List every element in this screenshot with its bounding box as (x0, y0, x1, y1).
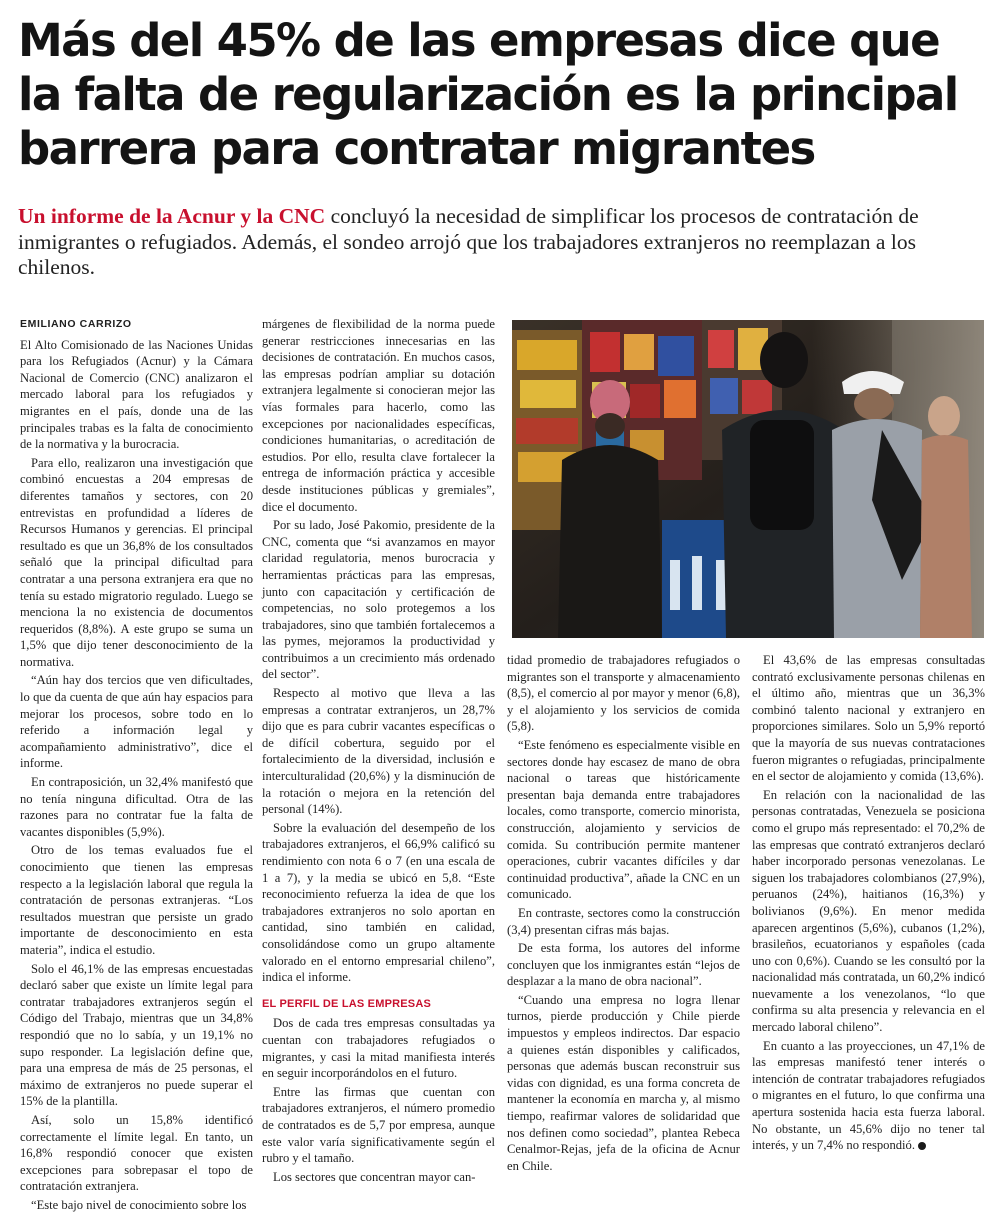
lead-highlight: Un informe de la Acnur y la CNC (18, 204, 326, 228)
paragraph: “Este bajo nivel de conocimiento sobre los (31, 1197, 247, 1212)
paragraph (752, 1038, 985, 1154)
paragraph: Entre las firmas que cuentan con trabajadores extranjeros, el número promedio de contratados es de 5,7 por empresa, aunque este valor varía significativamente según el rubro y el tamaño. (262, 1084, 495, 1166)
end-of-article-icon (918, 1142, 926, 1150)
paragraph-text: En cuanto a las proyecciones, un 47,1% de las empresas manifestó tener interés o intención de contratar trabajadores refugiados o migrantes en el futuro, lo que confirma una apertura sostenida hacia esta fuerza laboral. No obstante, un 45,6% dijo no tener tal interés, y un 7,4% no respondió. (752, 1038, 985, 1153)
paragraph: Sobre la evaluación del desempeño de los trabajadores extranjeros, el 66,9% calificó su rendimiento con nota 6 o 7 (en una escala de 1 a 7), y la media se ubicó en 5,8. “Este reconocimiento refuerza la idea de que los trabajadores extranjeros no solo aportan en cantidad, sino también en calidad, consolidándose como un grupo altamente valorado en el entorno empresarial chileno”, indica el informe. (262, 820, 495, 985)
byline: EMILIANO CARRIZO (20, 318, 132, 330)
article-column-2 (262, 316, 495, 1184)
paragraph: En relación con la nacionalidad de las personas contratadas, Venezuela se posiciona como el grupo más representado: el 70,2% de las empresas que contrató extranjeros declaró haber incorporado personas venezolanas. Le siguen los trabajadores colombianos (27,9%), peruanos (24%), haitianos (16,3%) y bolivianos (9,6%). En menor medida aparecen argentinos (5,6%), cubanos (1,2%), brasileños, ecuatorianos y españoles (cada uno con 0,6%). Cuando se les consultó por la nacionalidad más contratada, un 60,2% indicó nuevamente a los venezolanos, “lo que confirma su alta presencia y relevancia en el mercado laboral chileno”. (752, 787, 985, 1035)
paragraph: Otro de los temas evaluados fue el conocimiento que tienen las empresas respecto a la legislación laboral que regula la contratación de personas extranjeras. “Los resultados muestran que persiste un grado importante de desconocimiento en esta materia”, indica el estudio. (20, 843, 253, 957)
article-column-4 (752, 652, 985, 1164)
paragraph: “Aún hay dos tercios que ven dificultades, lo que da cuenta de que aún hay espacios para mejorar los procesos, sobre todo en lo referido a información legal y acompañamiento administrativo”, dice el informe. (20, 673, 253, 771)
paragraph: Solo el 46,1% de las empresas encuestadas declaró saber que existe un límite legal para contratar trabajadores extranjeros según el Código del Trabajo, mientras que un 34,8% respondió que no lo sabía, y un 19,1% no supo responder. La legislación define que, para una empresa de más de 25 personas, el máximo de extranjeros no puede superar el 15% de la plantilla. (20, 961, 253, 1109)
article-photo (512, 320, 984, 638)
lead-paragraph (18, 204, 983, 281)
paragraph: En contraste, sectores como la construcción (3,4) presentan cifras más bajas. (507, 905, 740, 937)
paragraph: Así, solo un 15,8% identificó correctamente el límite legal. En tanto, un 16,8% respondió conocer que existen excepciones para sobrepasar el topo de contratación extranjera. (20, 1112, 253, 1194)
paragraph: Dos de cada tres empresas consultadas ya cuentan con trabajadores refugiados o migrantes, y casi la mitad manifiesta interés en seguir incorporándolos en el futuro. (262, 1016, 495, 1081)
paragraph: Por su lado, José Pakomio, presidente de la CNC, comenta que “si avanzamos en mayor claridad regulatoria, menos burocracia y herramientas prácticas para las empresas, junto con capacitación y certificación de competencias, no solo protegemos a los trabajadores, sino que también fortalecemos a las pymes, mejoramos la productividad y contribuimos a un crecimiento más ordenado del sector”. (262, 518, 495, 682)
article-column-1 (20, 316, 253, 1212)
lead-text: concluyó la necesidad de simplificar los procesos de contratación de inmigrantes o refugiados. Además, el sondeo arrojó que los trabajadores extranjeros no reemplazan a los chilenos. (18, 204, 919, 279)
headline: Más del 45% de las empresas dice que la falta de regularización es la principal barrera para contratar migrantes (18, 14, 958, 175)
article-column-3 (507, 652, 740, 1173)
paragraph: “Cuando una empresa no logra llenar turnos, pierde producción y Chile pierde impuestos y empleos indirectos. Dar espacio a quienes están disponibles y calificados, personas que además buscan reconstruir sus vidas con dignidad, es una forma concreta de mantener la economía en marcha y, al mismo tiempo, reafirmar valores de solidaridad que nos definen como sociedad”, plantea Rebeca Cenalmor-Rejas, jefa de la oficina de Acnur en Chile. (507, 992, 740, 1173)
paragraph: tidad promedio de trabajadores refugiados o migrantes son el transporte y almacenamiento (8,5), el comercio al por mayor y menor (6,8), y el alojamiento y los servicios de comida (5,8). (507, 653, 740, 734)
paragraph: El 43,6% de las empresas consultadas contrató exclusivamente personas chilenas en el último año, mientras que un 36,3% combinó talento nacional y extranjero en proporciones similares. Solo un 5,9% reportó que la mayoría de sus nuevas contrataciones fueron migrantes o refugiadas, principalmente en el sector de alojamiento y comida (13,6%). (752, 653, 985, 784)
section-subhead: EL PERFIL DE LAS EMPRESAS (262, 997, 432, 1010)
paragraph: De esta forma, los autores del informe concluyen que los inmigrantes están “lejos de desplazar a la mano de obra nacional”. (507, 941, 740, 989)
paragraph: “Este fenómeno es especialmente visible en sectores donde hay escasez de mano de obra nacional o tareas que históricamente presentan baja demanda entre trabajadores locales, como transporte, comercio minorista, construcción, alojamiento y servicios de comida. Su contribución permite mantener operaciones, cubrir vacantes difíciles y dar continuidad productiva”, añade la CNC en un comunicado. (507, 737, 740, 902)
paragraph: En contraposición, un 32,4% manifestó que no tenía ninguna dificultad. Otra de las razones para no contratar fue la falta de vacantes disponibles (5,9%). (20, 775, 253, 839)
paragraph: Para ello, realizaron una investigación que combinó encuestas a 204 empresas de diferentes tamaños y sectores, con 20 entrevistas en profundidad a líderes de Recursos Humanos y gerencias. El principal resultado es que un 36,8% de los consultados señaló que la principal dificultad para contratar a una persona extranjera era que no tenía su estado migratorio regulado. Luego se menciona la no existencia de documentos requeridos (8,8%). A este grupo se suma un 1,5% que dijo tener desconocimiento de la normativa. (20, 455, 253, 669)
paragraph: Respecto al motivo que lleva a las empresas a contratar extranjeros, un 28,7% dijo que es para cubrir vacantes específicas o de difícil cobertura, seguido por el fortalecimiento de la diversidad, inclusión e interculturalidad (20,6%) y la disminución de la rotación o mejora en la retención del personal (14%). (262, 686, 495, 817)
paragraph: Los sectores que concentran mayor can- (273, 1169, 476, 1184)
photo-illustration (512, 320, 984, 638)
paragraph: márgenes de flexibilidad de la norma puede generar restricciones innecesarias en las decisiones de contratación. En muchos casos, las empresas podrían ampliar su dotación extranjera legalmente si conocieran mejor las vías formales para hacerlo, como las excepciones por nacionalidades específicas, condiciones humanitarias, o acreditación de estudios. Por ello, resulta clave fortalecer la entrega de información práctica y accesible desde instituciones públicas y gremiales”, dice el documento. (262, 317, 495, 514)
paragraph: El Alto Comisionado de las Naciones Unidas para los Refugiados (Acnur) y la Cámara Nacional de Comercio (CNC) analizaron el mercado laboral para los refugiados y migrantes en el país, donde una de las principales trabas es la falta de conocimiento de la normativa y la burocracia. (20, 337, 253, 452)
